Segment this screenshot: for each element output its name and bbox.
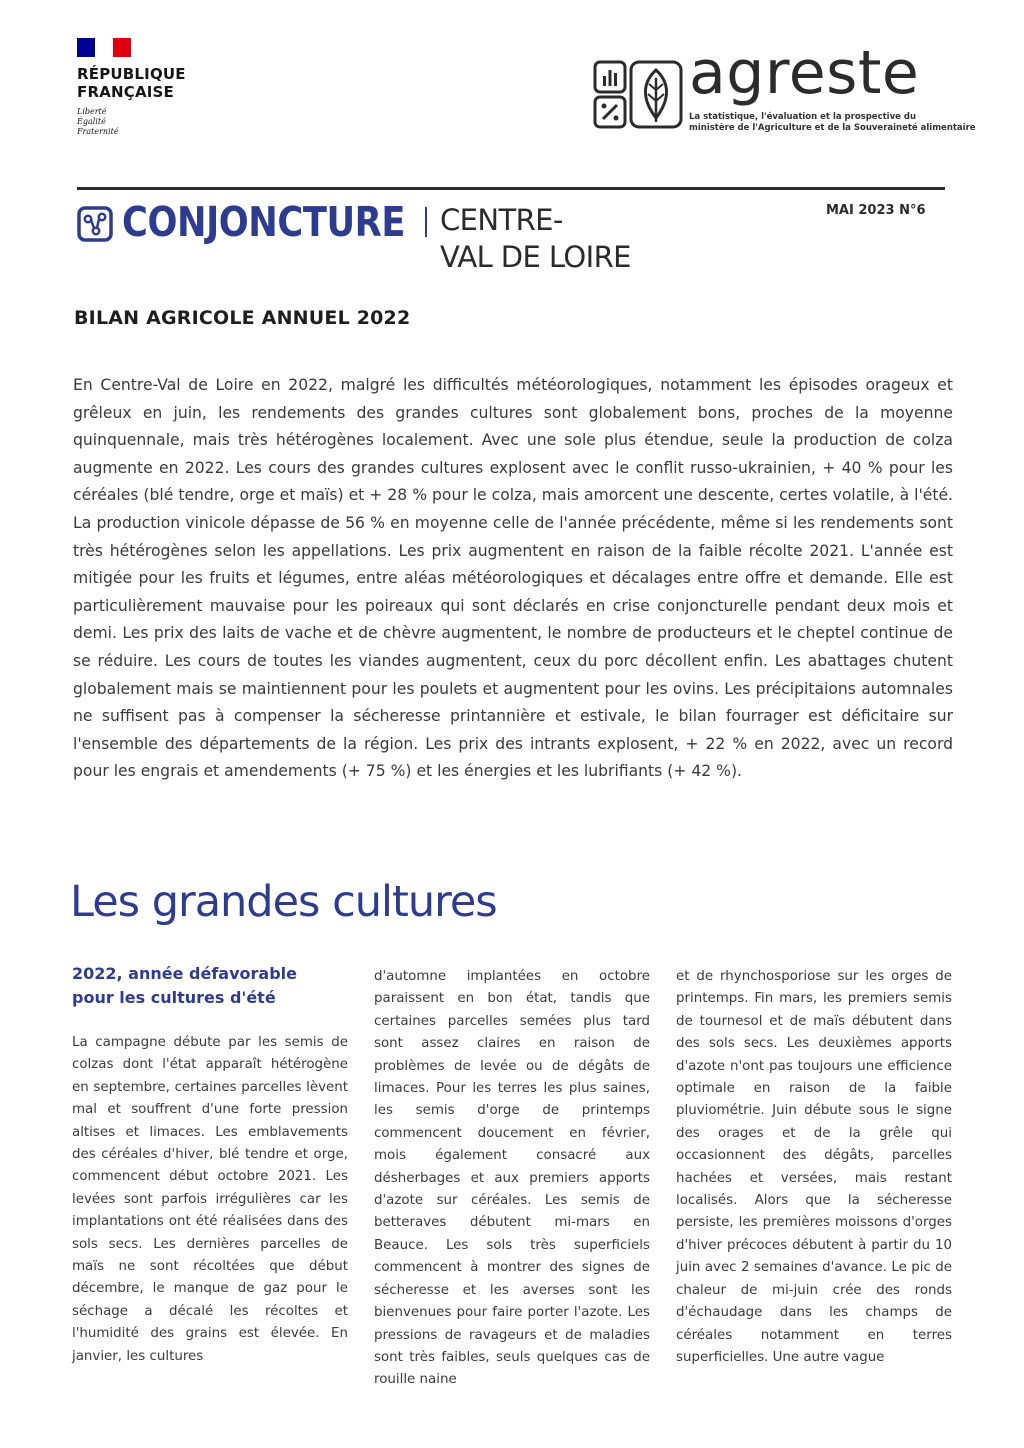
summary-paragraph: En Centre-Val de Loire en 2022, malgré les difficultés météorologiques, notamment les épisodes orageux et grêleux en juin, les rendements des grandes cultures sont globalement bons, proches de la moyenne quinquennale, mais très hétérogènes localement. Avec une sole plus étendue, seule la production de colza augmente en 2022. Les cours des grandes cultures explosent avec le conflit russo-ukrainien, + 40 % pour les céréales (blé tendre, orge et maïs) et + 28 % pour le colza, mais amorcent une descente, certes volatile, à l'été. La production vinicole dépasse de 56 % en moyenne celle de l'année précédente, même si les rendements sont très hétérogènes selon les appellations. Les prix augmentent en raison de la faible récolte 2021. L'année est mitigée pour les fruits et légumes, entre aléas météorologiques et décalages entre offre et demande. Elle est particulièrement mauvaise pour les poireaux qui sont déclarés en crise conjoncturelle pendant deux mois et demi. Les prix des laits de vache et de chèvre augmentent, le nombre de producteurs et le cheptel continue de se réduire. Les cours de toutes les viandes augmentent, ceux du porc décollent enfin. Les abattages chutent globalement mais se maintiennent pour les poulets et augmentent pour les ovins. Les précipitaions automnales ne suffisent pas à compenser la sécheresse printannière et estivale, le bilan fourrager est déficitaire sur l'ensemble des départements de la région. Les prix des intrants explosent, + 22 % en 2022, avec un record pour les engrais et amendements (+ 75 %) et les énergies et les lubrifiants (+ 42 %).: [73, 376, 953, 781]
subheading-line2: pour les cultures d'été: [72, 988, 276, 1007]
banner-separator: [425, 207, 427, 237]
agreste-tagline-line1: La statistique, l'évaluation et la prospective du: [689, 112, 916, 122]
subheading-line1: 2022, année défavorable: [72, 964, 297, 983]
agreste-logo: [593, 38, 983, 142]
motto-fraternite: Fraternité: [77, 127, 119, 136]
agreste-wordmark: agreste: [689, 38, 920, 108]
region-line2: VAL DE LOIRE: [440, 240, 631, 274]
header-divider: [77, 187, 945, 190]
agreste-tagline: [689, 112, 989, 134]
republique-line2: FRANÇAISE: [77, 83, 175, 101]
document-heading: BILAN AGRICOLE ANNUEL 2022: [74, 307, 411, 329]
column-3: [676, 966, 952, 1369]
conjoncture-title: CONJONCTURE: [122, 198, 406, 246]
leaf-icon: [631, 62, 681, 127]
republique-motto: [77, 107, 277, 137]
subheading: [72, 962, 348, 1010]
republique-line1: RÉPUBLIQUE: [77, 65, 186, 83]
column-2-text: d'automne implantées en octobre paraissent en bon état, tandis que certaines parcelles semées plus tard sont assez claires en raison de problèmes de levée ou de dégâts de limaces. Pour les terres les plus saines, les semis d'orge de printemps commencent doucement en février, mois également consacré aux désherbages et aux premiers apports d'azote sur céréales. Les semis de betteraves débutent mi-mars en Beauce. Les sols très superficiels commencent à montrer des signes de sécheresse et les averses sont les bienvenues pour faire porter l'azote. Les pressions de ravageurs et de maladies sont très faibles, seuls quelques cas de rouille naine: [374, 969, 650, 1388]
column-3-text: et de rhynchosporiose sur les orges de printemps. Fin mars, les premiers semis de tournesol et de maïs débutent dans des sols secs. Les deuxièmes apports d'azote n'ont pas toujours une efficience optimale en raison de la faible pluviométrie. Juin débute sous le signe des orages et de la grêle qui occasionnent des dégâts, parcelles hachées et versées, mais restant localisés. Alors que la sécheresse persiste, les premières moissons d'orges d'hiver précoces débutent à partir du 10 juin avec 2 semaines d'avance. Le pic de chaleur de mi-juin crée des ronds d'échaudage dans les champs de céréales notamment en terres superficielles. Une autre vague: [676, 969, 952, 1365]
conjoncture-icon: [77, 206, 113, 242]
column-2: [374, 966, 650, 1392]
republique-francaise-logo: [77, 38, 277, 137]
column-1: [72, 962, 348, 1368]
section-title: Les grandes cultures: [70, 877, 497, 927]
column-1-text: La campagne débute par les semis de colzas dont l'état apparaît hétérogène en septembre, certaines parcelles lèvent mal et souffrent d'une forte pression altises et limaces. Les emblavements des céréales d'hiver, blé tendre et orge, commencent début octobre 2021. Les levées sont parfois irrégulières car les implantations ont été réalisées dans des sols secs. Les dernières parcelles de maïs ne sont récoltées que début décembre, le manque de gaz pour le séchage a décalé les récoltes et l'humidité des grains est élevée. En janvier, les cultures: [72, 1035, 348, 1364]
region-line1: CENTRE-: [440, 203, 563, 237]
region-name: [440, 202, 631, 276]
republique-francaise-name: [77, 65, 277, 101]
bar-chart-icon: [595, 62, 625, 92]
french-flag-icon: [77, 38, 131, 57]
agreste-icons: [593, 60, 685, 130]
agreste-tagline-line2: ministère de l'Agriculture et de la Souveraineté alimentaire: [689, 123, 976, 133]
issue-date: MAI 2023 N°6: [826, 203, 926, 218]
motto-liberte: Liberté: [77, 107, 107, 116]
percent-icon: [595, 97, 625, 127]
motto-egalite: Égalité: [77, 117, 106, 126]
